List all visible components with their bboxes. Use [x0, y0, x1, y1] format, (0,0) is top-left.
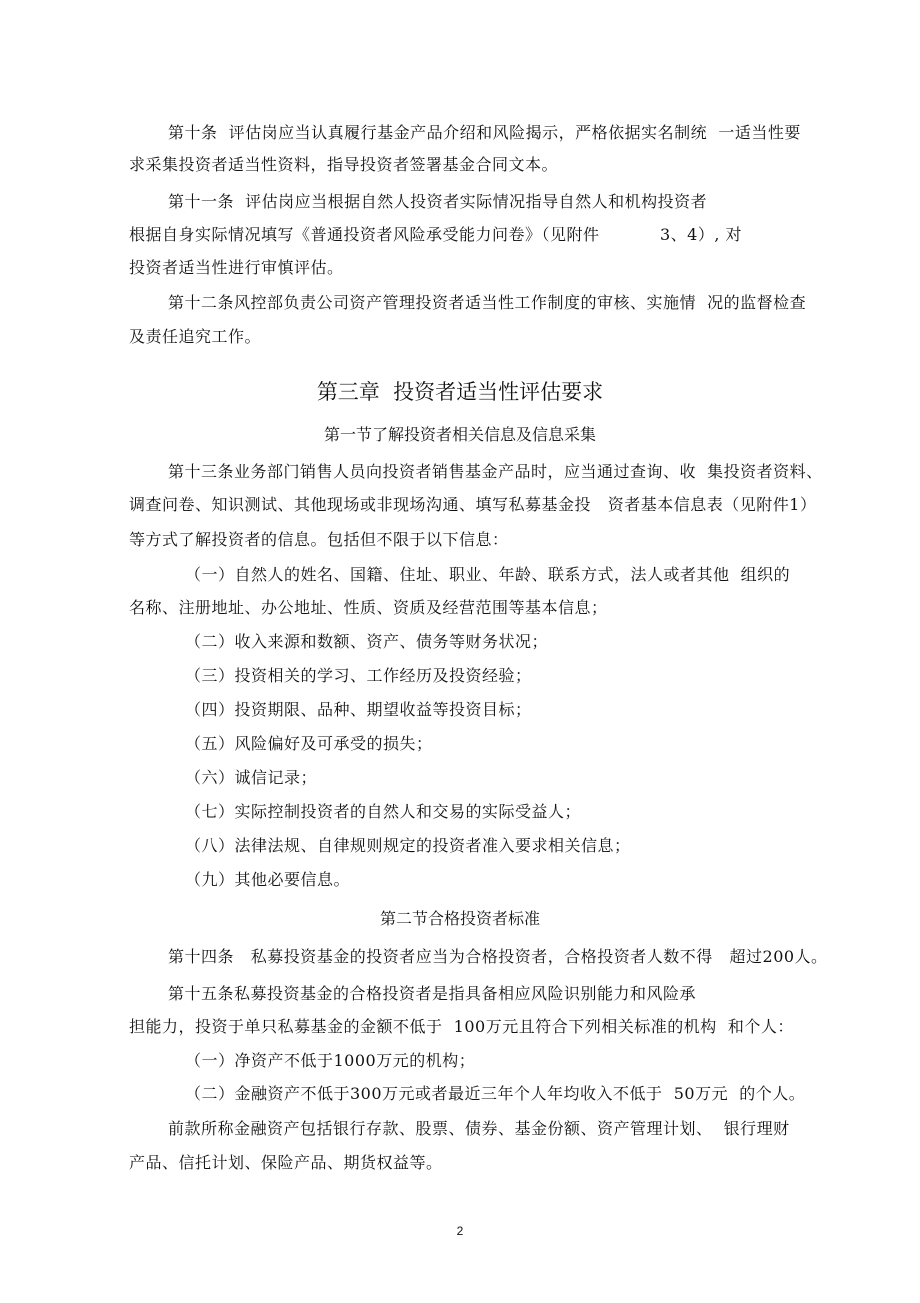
article-11-line-2b: 3、4）, 对: [660, 225, 743, 244]
info-item-1: （一）自然人的姓名、国籍、住址、职业、年龄、联系方式，法人或者其他 组织的: [185, 565, 791, 584]
info-item-6: （六）诚信记录；: [185, 768, 318, 787]
info-item-2: （二）收入来源和数额、资产、债务等财务状况；: [185, 632, 549, 651]
article-15-line-1: 第十五条私募投资基金的合格投资者是指具备相应风险识别能力和风险承: [168, 984, 697, 1003]
article-10-line-1: 第十条 评估岗应当认真履行基金产品介绍和风险揭示，严格依据实名制统 一适当性要: [168, 123, 801, 142]
section-2-title: 第二节合格投资者标准: [379, 909, 540, 928]
article-13-line-2: 调查问卷、知识测试、其他现场或非现场沟通、填写私募基金投 资者基本信息表（见附件1）: [129, 495, 817, 514]
note-line-1: 前款所称金融资产包括银行存款、股票、债券、基金份额、资产管理计划、 银行理财: [168, 1119, 790, 1138]
info-item-7: （七）实际控制投资者的自然人和交易的实际受益人；: [185, 802, 582, 821]
article-15-item-2: （二）金融资产不低于300万元或者最近三年个人年均收入不低于 50万元 的个人。: [185, 1084, 806, 1103]
info-item-8: （八）法律法规、自律规则规定的投资者准入要求相关信息；: [185, 836, 631, 855]
article-15-line-2: 担能力，投资于单只私募基金的金额不低于 100万元且符合下列相关标准的机构 和个人：: [129, 1017, 794, 1036]
article-14-line-1: 第十四条 私募投资基金的投资者应当为合格投资者，合格投资者人数不得 超过200人。: [168, 947, 828, 966]
info-item-4: （四）投资期限、品种、期望收益等投资目标；: [185, 700, 532, 719]
article-13-line-1: 第十三条业务部门销售人员向投资者销售基金产品时，应当通过查询、收 集投资者资料、: [168, 462, 823, 481]
info-item-9: （九）其他必要信息。: [185, 870, 351, 889]
article-12-line-1: 第十二条风控部负责公司资产管理投资者适当性工作制度的审核、实施情 况的监督检查: [168, 293, 807, 312]
article-13-line-3: 等方式了解投资者的信息。包括但不限于以下信息：: [129, 530, 509, 549]
info-item-5: （五）风险偏好及可承受的损失；: [185, 734, 433, 753]
article-11-line-2a: 根据自身实际情况填写《普通投资者风险承受能力问卷》（见附件: [129, 225, 600, 244]
info-item-3: （三）投资相关的学习、工作经历及投资经验；: [185, 666, 532, 685]
article-10-line-2: 求采集投资者适当性资料，指导投资者签署基金合同文本。: [129, 155, 559, 174]
info-item-1-cont: 名称、注册地址、办公地址、性质、资质及经营范围等基本信息；: [129, 598, 608, 617]
section-1-title: 第一节了解投资者相关信息及信息采集: [323, 425, 596, 444]
chapter-3-title: 第三章 投资者适当性评估要求: [316, 380, 604, 404]
page-number: 2: [456, 1224, 464, 1238]
article-11-line-1: 第十一条 评估岗应当根据自然人投资者实际情况指导自然人和机构投资者: [168, 192, 708, 211]
article-11-line-3: 投资者适当性进行审慎评估。: [129, 258, 344, 277]
note-line-2: 产品、信托计划、保险产品、期货权益等。: [129, 1153, 443, 1172]
article-12-line-2: 及责任追究工作。: [129, 327, 262, 346]
article-15-item-1: （一）净资产不低于1000万元的机构；: [185, 1051, 476, 1070]
